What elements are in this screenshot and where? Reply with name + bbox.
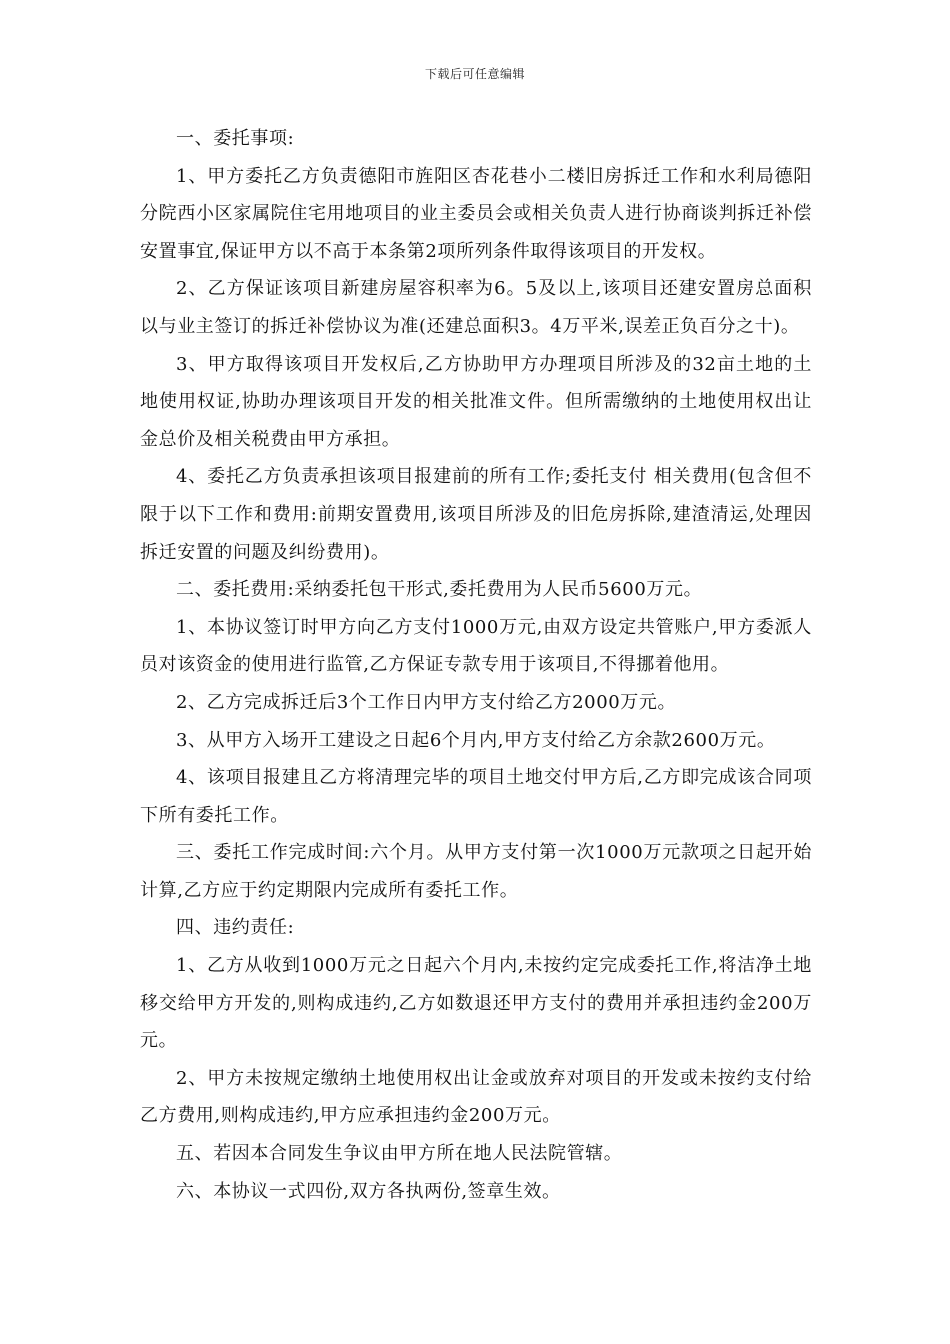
section-copies-effect: 六、本协议一式四份,双方各执两份,签章生效。 (176, 1180, 561, 1202)
clause-1-2: 2、乙方保证该项目新建房屋容积率为6。5及以上,该项目还建安置房总面积以与业主签订的拆迁补偿协议为准(还建总面积3。4万平米,误差正负百分之十)。 (140, 278, 812, 337)
clause-2-4: 4、该项目报建且乙方将清理完毕的项目土地交付甲方后,乙方即完成该合同项下所有委托工作。 (140, 767, 812, 826)
page-header-note: 下载后可任意编辑 (424, 67, 525, 81)
section-dispute-jurisdiction: 五、若因本合同发生争议由甲方所在地人民法院管辖。 (176, 1143, 623, 1165)
clause-2-2: 2、乙方完成拆迁后3个工作日内甲方支付给乙方2000万元。 (176, 691, 677, 713)
clause-4-1: 1、乙方从收到1000万元之日起六个月内,未按约定完成委托工作,将洁净土地移交给甲方开发的,则构成违约,乙方如数退还甲方支付的费用并承担违约金200万元。 (140, 955, 812, 1052)
clause-4-2: 2、甲方未按规定缴纳土地使用权出让金或放弃对项目的开发或未按约支付给乙方费用,则构成违约,甲方应承担违约金200万元。 (140, 1067, 812, 1127)
clause-2-3: 3、从甲方入场开工建设之日起6个月内,甲方支付给乙方余款2600万元。 (176, 729, 776, 751)
document-body (140, 120, 812, 1210)
clause-1-3: 3、甲方取得该项目开发权后,乙方协助甲方办理项目所涉及的32亩土地的土地使用权证,协助办理该项目开发的相关批准文件。但所需缴纳的土地使用权出让金总价及相关税费由甲方承担。 (140, 353, 812, 450)
clause-1-1: 1、甲方委托乙方负责德阳市旌阳区杏花巷小二楼旧房拆迁工作和水利局德阳分院西小区家属院住宅用地项目的业主委员会或相关负责人进行协商谈判拆迁补偿安置事宜,保证甲方以不高于本条第2项所列条件取得该项目的开发权。 (140, 165, 812, 262)
section-heading-entrusted-fees: 二、委托费用:采纳委托包干形式,委托费用为人民币5600万元。 (176, 579, 703, 601)
clause-1-4: 4、委托乙方负责承担该项目报建前的所有工作;委托支付 相关费用(包含但不限于以下工作和费用:前期安置费用,该项目所涉及的旧危房拆除,建渣清运,处理因拆迁安置的问题及纠纷费用)。 (140, 466, 812, 563)
clause-2-1: 1、本协议签订时甲方向乙方支付1000万元,由双方设定共管账户,甲方委派人员对该资金的使用进行监管,乙方保证专款专用于该项目,不得挪着他用。 (140, 616, 812, 676)
section-completion-time: 三、委托工作完成时间:六个月。从甲方支付第一次1000万元款项之日起开始计算,乙方应于约定期限内完成所有委托工作。 (140, 842, 812, 901)
section-heading-breach-liability: 四、违约责任: (176, 917, 295, 939)
section-heading-entrusted-matters: 一、委托事项: (176, 128, 295, 149)
